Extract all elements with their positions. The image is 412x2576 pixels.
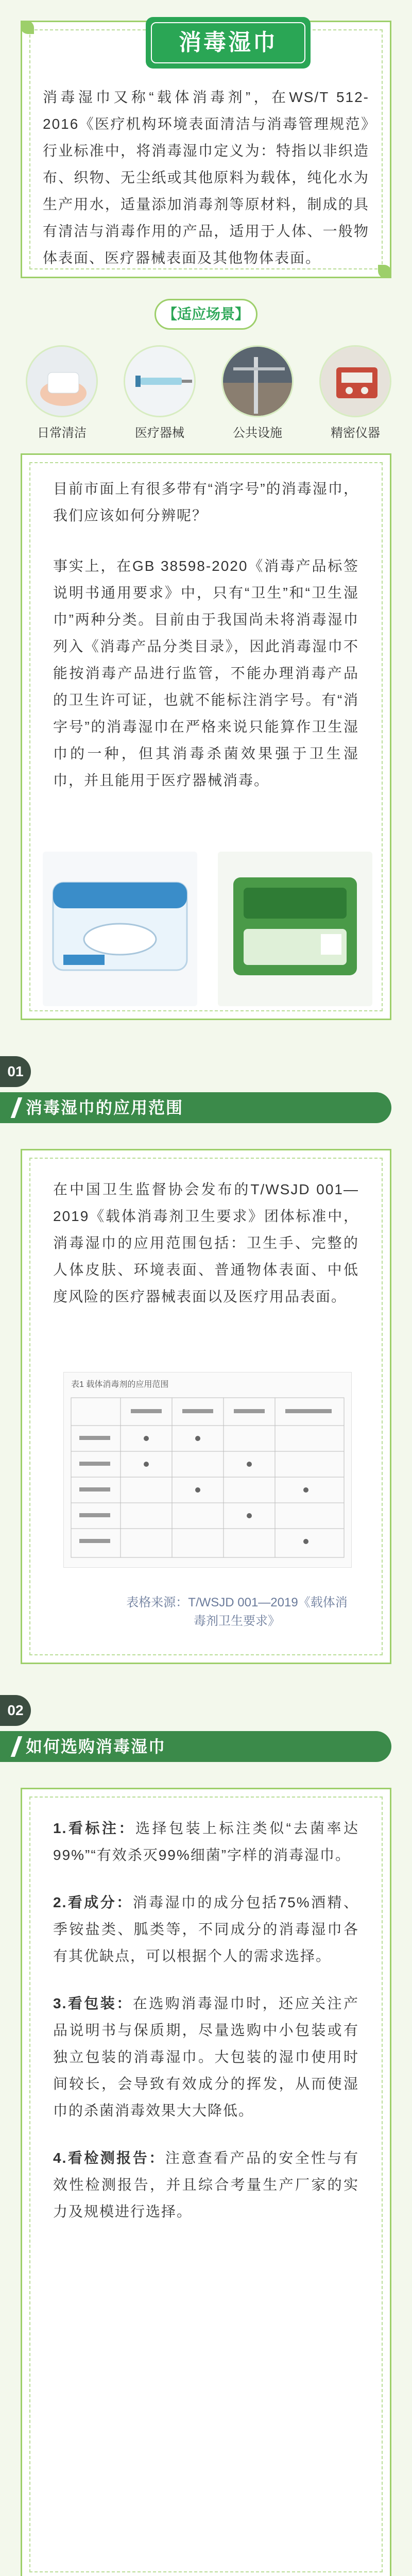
section-title-bar xyxy=(0,1731,391,1762)
question-paragraph-1: 目前市面上有很多带有“消字号”的消毒湿巾，我们应该如何分辨呢？ xyxy=(53,481,359,523)
section-title: 消毒湿巾的应用范围 xyxy=(26,1098,184,1117)
scene-daily-cleaning xyxy=(21,345,103,440)
page-title: 消毒湿巾 xyxy=(179,30,278,55)
section-number: 02 xyxy=(0,1695,31,1726)
scene-image xyxy=(26,345,98,417)
handrail-icon xyxy=(223,347,294,417)
purchase-tips-list xyxy=(53,1815,359,2225)
tip-text: 消毒湿巾的成分包括75%酒精、季铵盐类、胍类等，不同成分的消毒湿巾各有其优缺点，可以根据个人的需求选择。 xyxy=(53,1894,359,1964)
table-caption: 表格来源：T/WSJD 001—2019《载体消毒剂卫生要求》 xyxy=(126,1596,348,1628)
hand-wipe-icon xyxy=(27,347,98,417)
table-grid-icon xyxy=(64,1395,352,1565)
scene-label: 精密仪器 xyxy=(331,426,380,440)
wipes-pack-icon xyxy=(43,852,197,1006)
purchase-tip xyxy=(53,1889,359,1970)
section-title: 如何选购消毒湿巾 xyxy=(26,1737,166,1756)
slash-decoration xyxy=(11,1097,23,1118)
scenes-tag: 【适应场景】 xyxy=(154,299,258,330)
scene-precision-instruments xyxy=(314,345,397,440)
tip-lead: 3.看包装： xyxy=(53,1995,133,2011)
scene-public-facilities xyxy=(216,345,299,440)
tip-lead: 1.看标注： xyxy=(53,1820,135,1836)
slash-decoration xyxy=(11,1736,23,1757)
leaf-decoration-icon xyxy=(21,21,34,34)
section-title-bar xyxy=(0,1092,391,1123)
scene-image xyxy=(124,345,196,417)
table-title: 表1 载体消毒剂的应用范围 xyxy=(71,1380,169,1389)
scene-image xyxy=(319,345,391,417)
wipes-pack-image-2 xyxy=(218,852,372,1006)
scene-medical-devices xyxy=(118,345,201,440)
leaf-decoration-icon xyxy=(378,265,391,278)
question-card xyxy=(21,453,391,1020)
tip-lead: 2.看成分： xyxy=(53,1894,133,1910)
purchase-tip xyxy=(53,2145,359,2225)
tip-text: 选择包装上标注类似“去菌率达99%”“有效杀灭99%细菌”字样的消毒湿巾。 xyxy=(53,1820,359,1863)
scene-label: 医疗器械 xyxy=(135,426,184,440)
wipes-pack-icon xyxy=(218,852,372,1006)
section-1-card xyxy=(21,1149,391,1664)
purchase-tip xyxy=(53,1815,359,1869)
scene-image xyxy=(221,345,294,417)
scene-label: 日常清洁 xyxy=(37,426,87,440)
section-2-header xyxy=(0,1695,412,1767)
section-number: 01 xyxy=(0,1056,31,1087)
purchase-tip xyxy=(53,1990,359,2124)
intro-paragraph: 消毒湿巾又称“载体消毒剂”，在WS/T 512-2016《医疗机构环境表面清洁与消毒管理规范》行业标准中，将消毒湿巾定义为：特指以非织造布、织物、无尘纸或其他原料为载体，纯化水为生产用水，适量添加消毒剂等原材料，制成的具有清洁与消毒作用的产品，适用于人体、一般物体表面、医疗器械表面及其他物体表面。 xyxy=(43,89,369,266)
tip-text: 在选购消毒湿巾时，还应关注产品说明书与保质期，尽量选购中小包装或有独立包装的消毒湿巾。大包装的湿巾使用时间较长，会导致有效成分的挥发，从而使湿巾的杀菌消毒效果大大降低。 xyxy=(53,1995,359,2119)
tip-text: 注意查看产品的安全性与有效性检测报告，并且综合考量生产厂家的实力及规模进行选择。 xyxy=(53,2150,359,2219)
section-2-card xyxy=(21,1788,391,2576)
intro-card xyxy=(21,21,391,278)
section-1-paragraph: 在中国卫生监督协会发布的T/WSJD 001—2019《载体消毒剂卫生要求》团体标准中，消毒湿巾的应用范围包括：卫生手、完整的人体皮肤、环境表面、普通物体表面、中低度风险的医疗器械表面以及医疗用品表面。 xyxy=(53,1181,359,1304)
wipes-pack-image-1 xyxy=(43,852,197,1006)
instrument-icon xyxy=(321,347,391,417)
scene-label: 公共设施 xyxy=(233,426,282,440)
syringe-icon xyxy=(125,347,196,417)
question-paragraph-2: 事实上，在GB 38598-2020《消毒产品标签说明书通用要求》中，只有“卫生”和“卫生湿巾”两种分类。目前由于我国尚未将消毒湿巾列入《消毒产品分类目录》，因此消毒湿巾不能按消毒产品进行监管，不能办理消毒产品的卫生许可证，也就不能标注消字号。有“消字号”的消毒湿巾在严格来说只能算作卫生湿巾的一种，但其消毒杀菌效果强于卫生湿巾，并且能用于医疗器械消毒。 xyxy=(53,558,359,788)
application-range-table-image xyxy=(63,1372,352,1568)
tip-lead: 4.看检测报告： xyxy=(53,2150,165,2166)
section-1-header xyxy=(0,1056,412,1128)
title-badge xyxy=(146,17,311,69)
